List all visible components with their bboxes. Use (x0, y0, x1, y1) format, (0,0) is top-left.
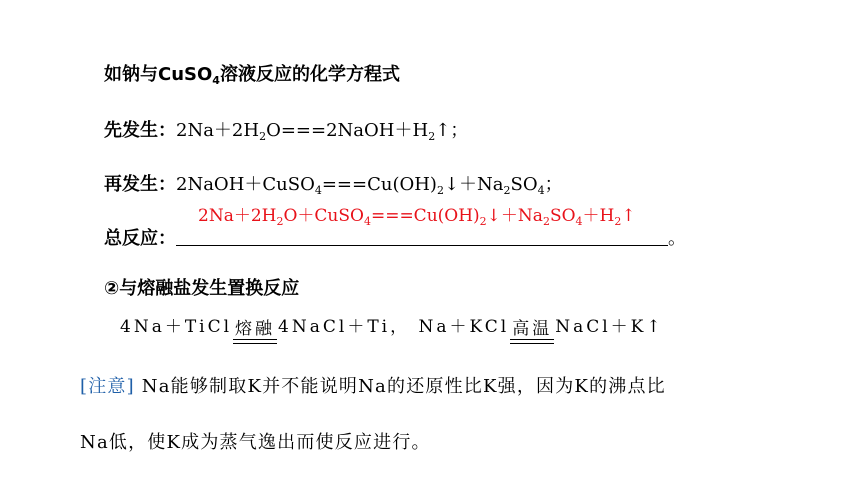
total-reaction: 总反应： 。 (104, 228, 686, 249)
equals-sign (510, 339, 554, 344)
note-line-1: [注意] Na能够制取K并不能说明Na的还原性比K强，因为K的沸点比 (80, 376, 666, 397)
reaction-heading: 如钠与CuSO$_4$溶液反应的化学方程式 (104, 64, 400, 87)
answer-blank (176, 227, 668, 246)
note-tag: [注意] (80, 376, 135, 397)
first-label: 先发生： (104, 120, 176, 141)
heat-condition: 高温 (510, 320, 554, 344)
melt-condition: 熔融 (233, 320, 277, 344)
molten-salt-heading: ②与熔融盐发生置换反应 (104, 278, 300, 299)
first-reaction: 先发生：$2Na+2H_2O===2NaOH+H_2↑$； (104, 120, 469, 143)
note-line-2: Na低，使K成为蒸气逸出而使反应进行。 (80, 432, 431, 453)
second-reaction: 再发生：$2NaOH+CuSO_4===Cu(OH)_2↓+Na_2SO_4$； (104, 174, 563, 197)
second-label: 再发生： (104, 174, 176, 195)
total-label: 总反应： (104, 228, 176, 249)
molten-equations: 4Na＋TiCl 熔融 4NaCl＋Ti， Na＋KCl 高温 NaCl＋K↑ (120, 312, 664, 344)
equals-sign (233, 339, 277, 344)
total-reaction-answer: $2Na+2H_2O+CuSO_4===Cu(OH)_2↓+Na_2SO_4+H_2↑$ (198, 206, 636, 228)
